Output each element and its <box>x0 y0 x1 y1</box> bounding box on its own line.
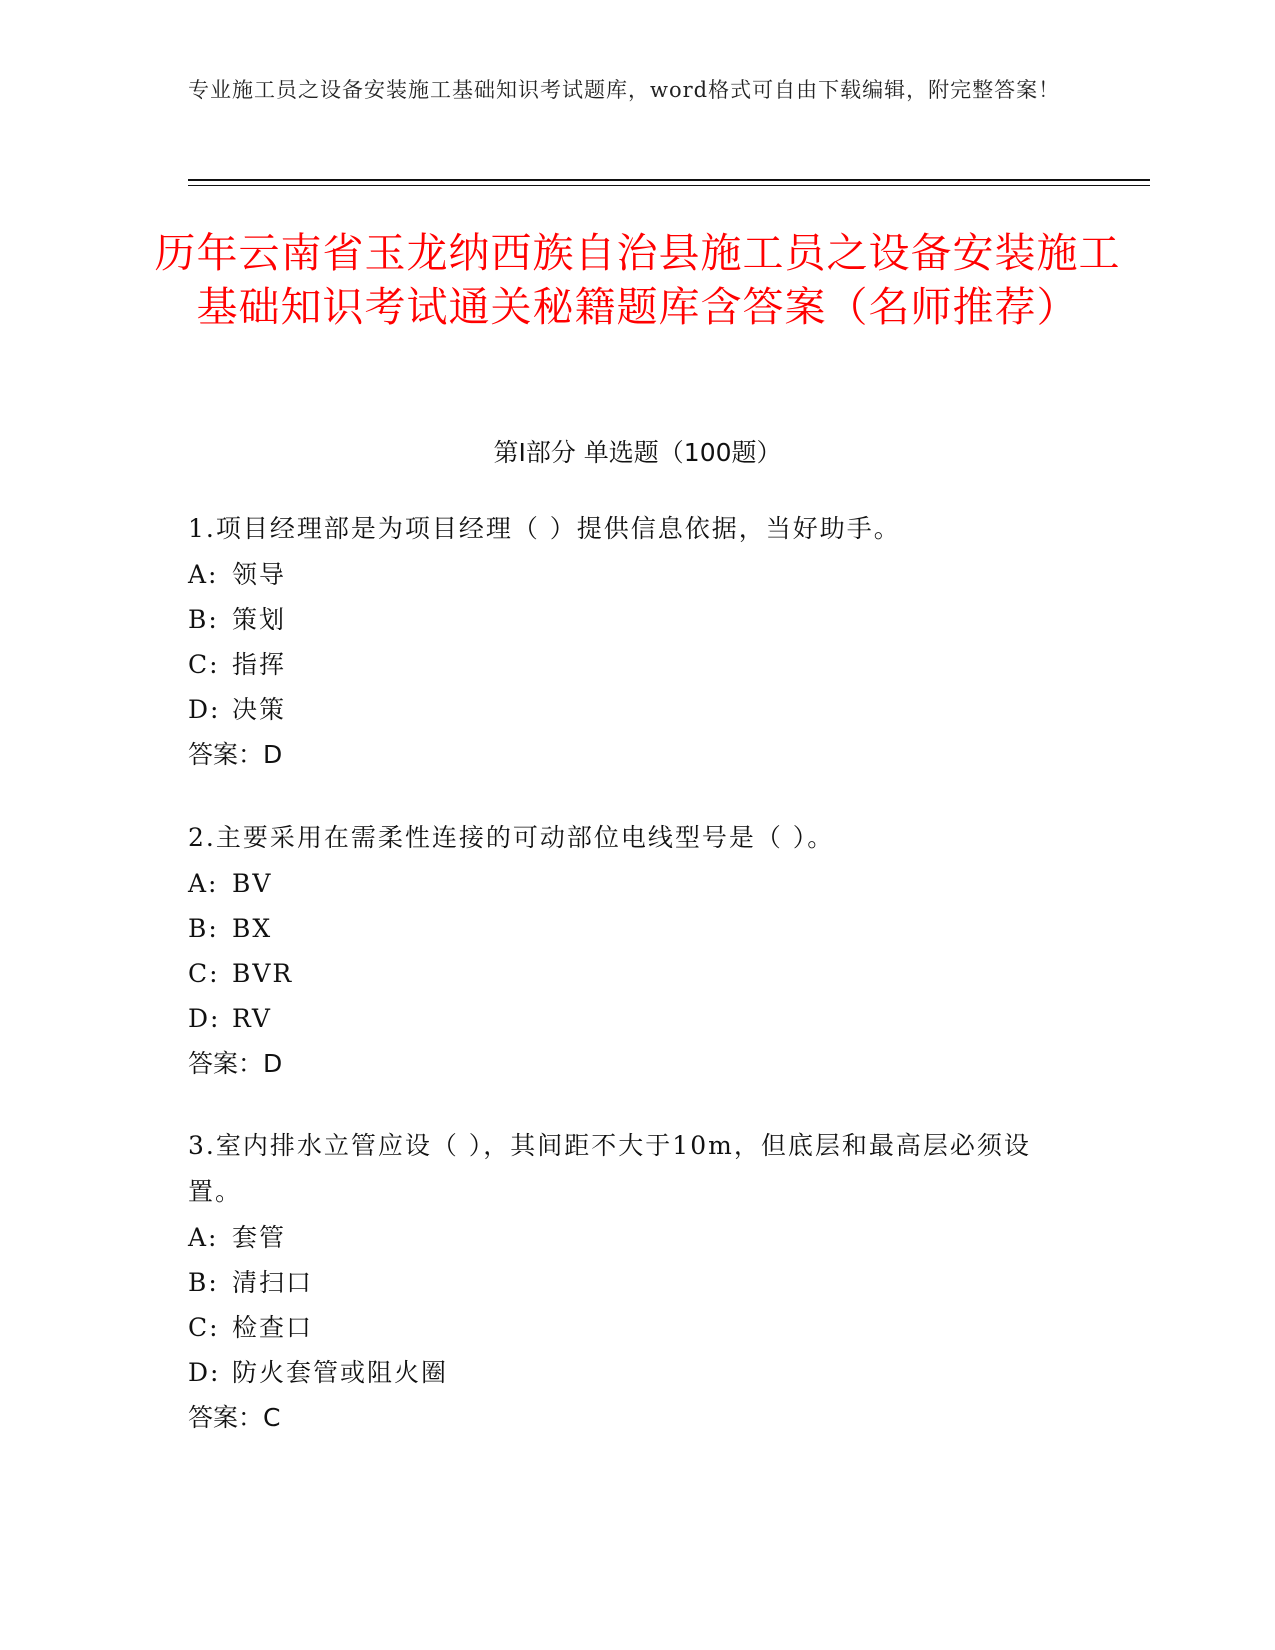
option-letter: D: <box>188 1358 221 1387</box>
option-c <box>188 1305 1068 1350</box>
option-a <box>188 552 1068 597</box>
option-c <box>188 642 1068 687</box>
header-divider-thick <box>188 179 1150 181</box>
option-text: 防火套管或阻火圈 <box>232 1358 449 1387</box>
option-letter: C: <box>188 959 220 988</box>
option-letter: B: <box>188 605 219 634</box>
option-text: RV <box>232 1004 272 1033</box>
option-letter: C: <box>188 1313 220 1342</box>
option-c <box>188 951 1068 996</box>
option-b <box>188 1260 1068 1305</box>
option-text: 指挥 <box>232 650 287 679</box>
question-3 <box>188 1123 1068 1440</box>
option-d <box>188 687 1068 732</box>
option-text: BX <box>232 914 273 943</box>
header-divider-thin <box>188 185 1150 186</box>
option-letter: A: <box>188 560 219 589</box>
option-b <box>188 906 1068 951</box>
option-text: 策划 <box>232 605 287 634</box>
answer: 答案：C <box>188 1403 281 1432</box>
option-d <box>188 996 1068 1041</box>
question-stem: 3.室内排水立管应设（ ），其间距不大于10m，但底层和最高层必须设置。 <box>188 1131 1031 1206</box>
option-b <box>188 597 1068 642</box>
option-text: 决策 <box>232 695 287 724</box>
option-letter: B: <box>188 1268 219 1297</box>
question-stem: 2.主要采用在需柔性连接的可动部位电线型号是（ ）。 <box>188 823 835 852</box>
option-letter: A: <box>188 869 219 898</box>
answer: 答案：D <box>188 1049 283 1078</box>
option-text: BVR <box>232 959 294 988</box>
option-letter: D: <box>188 1004 221 1033</box>
question-stem: 1.项目经理部是为项目经理（ ）提供信息依据，当好助手。 <box>188 514 901 543</box>
question-1 <box>188 506 1068 777</box>
option-letter: C: <box>188 650 220 679</box>
option-text: 清扫口 <box>232 1268 314 1297</box>
option-d <box>188 1350 1068 1395</box>
option-text: 领导 <box>232 560 287 589</box>
section-heading: 第Ⅰ部分 单选题（100题） <box>493 438 782 467</box>
option-text: BV <box>232 869 273 898</box>
option-letter: B: <box>188 914 219 943</box>
option-letter: A: <box>188 1223 219 1252</box>
option-text: 套管 <box>232 1223 287 1252</box>
option-a <box>188 1215 1068 1260</box>
answer: 答案：D <box>188 740 283 769</box>
question-2 <box>188 815 1068 1086</box>
document-title: 历年云南省玉龙纳西族自治县施工员之设备安装施工基础知识考试通关秘籍题库含答案（名师推荐） <box>154 229 1121 331</box>
option-a <box>188 861 1068 906</box>
option-text: 检查口 <box>232 1313 314 1342</box>
option-letter: D: <box>188 695 221 724</box>
header-note: 专业施工员之设备安装施工基础知识考试题库，word格式可自由下载编辑，附完整答案！ <box>188 78 1061 102</box>
